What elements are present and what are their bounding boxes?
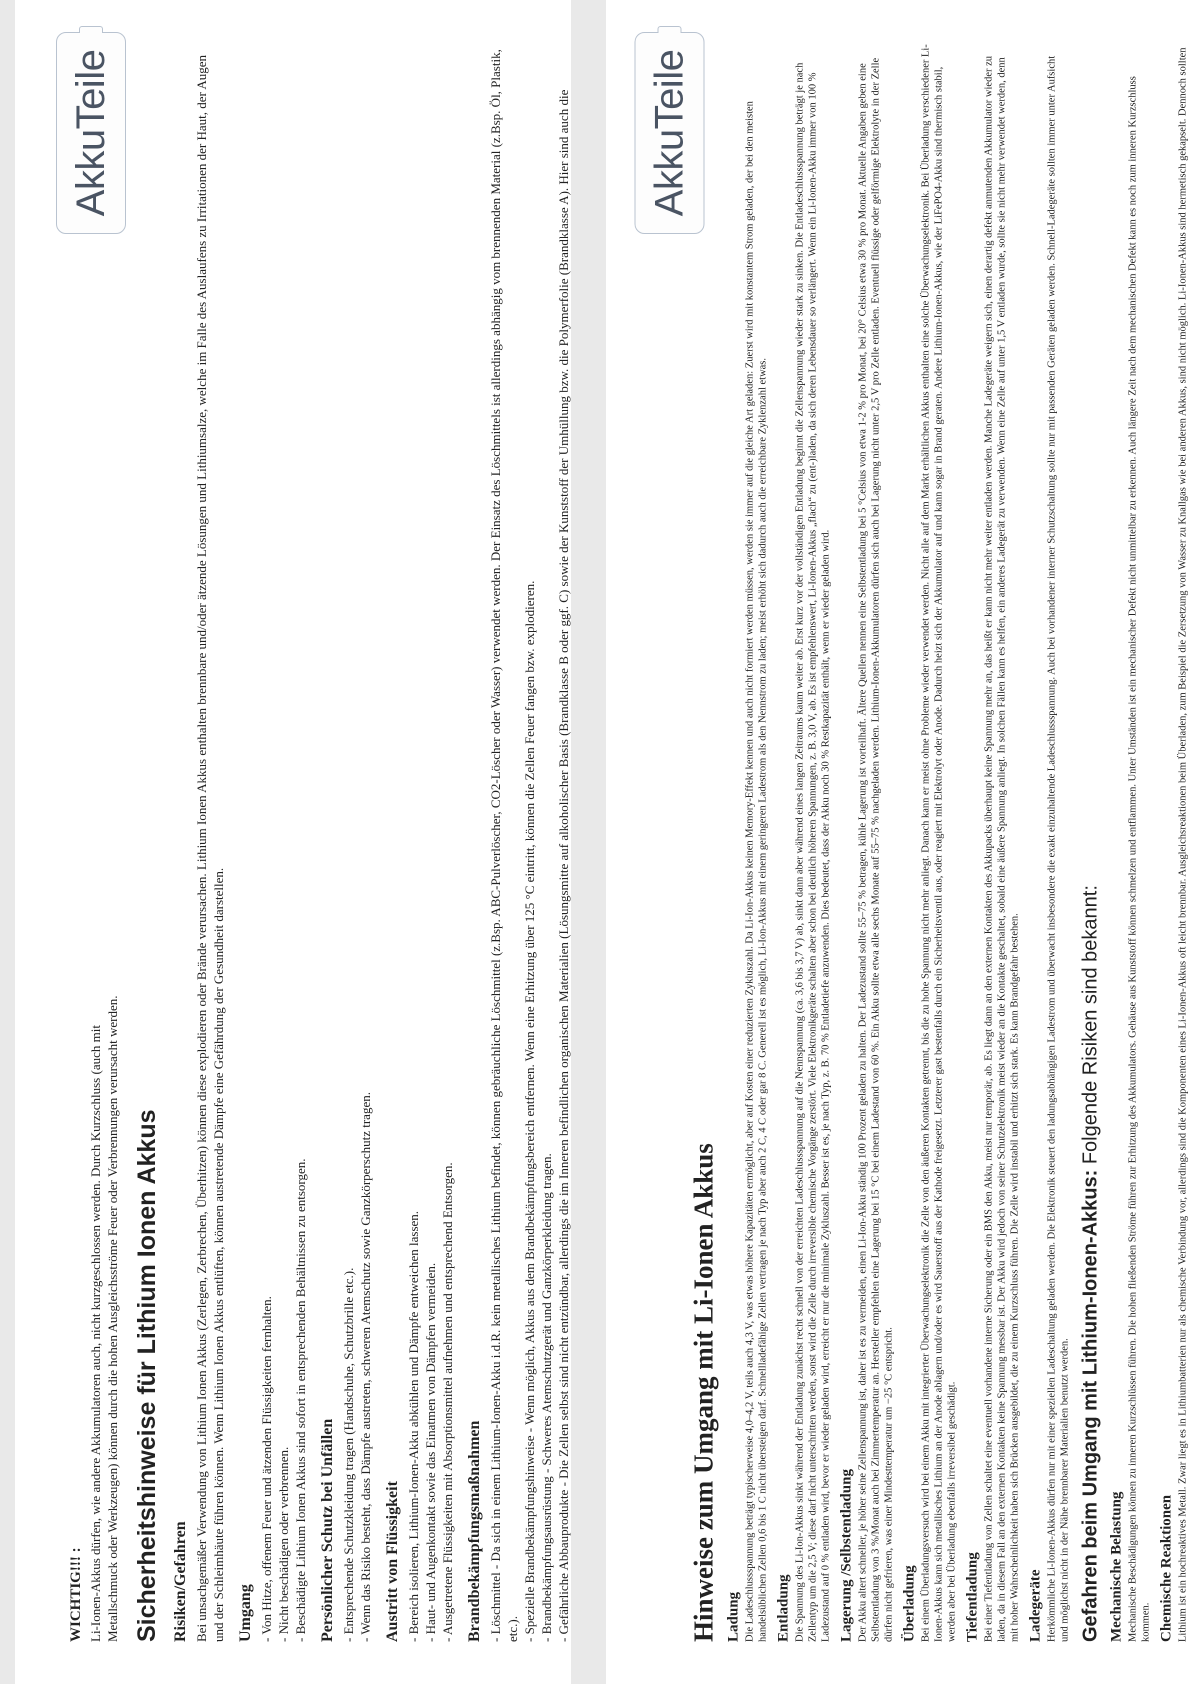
list-item: - Beschädigte Lithium Ionen Akkus sind sofort in entsprechenden Behältnissen zu entsorgen.	[293, 1158, 308, 1642]
handling-list	[258, 42, 309, 1642]
list-item: - Bereich isolieren, Lithium-Ionen-Akku abkühlen und Dämpfe entweichen lassen.	[406, 1210, 421, 1642]
section-text-deep-discharge: Bei einer Tiefentladung von Zellen schaltet eine eventuell vorhandene interne Sicherung oder ein BMS den Akku, meist nur temporär, ab. Es liegt dann an den externen Kontakten des Akkupacks überhaupt keine Spannung mehr an, das heißt er kann nicht mehr weiter entladen werden. Manche Ladegeräte weigern sich, einen derartig defekt anmutenden Akkumulator wieder zu laden, da in diesem Fall an den externen Kontakten keine Spannung messbar ist. Der Akku wird jedoch von seiner Schutzelektronik meist wieder an die Kontakte geschaltet, sobald eine äußere Spannung anliegt. In solchen Fällen kann es helfen, ein anderes Ladegerät zu verwenden. Wenn eine Zelle auf unter 1,5 V entladen wurde, sollte sie nicht mehr verwendet werden, denn mit hoher Wahrscheinlichkeit haben sich Brücken ausgebildet, die zu einem Kurzschluss führen. Die Zelle wird instabil und erhitzt sich stark. Es kann Brandgefahr bestehen.	[983, 55, 1020, 1642]
section-title-chemical: Chemische Reaktionen	[1158, 1494, 1174, 1642]
warning-text: Li-Ionen-Akkus dürfen, wie andere Akkumulatoren auch, nicht kurzgeschlossen werden. Durch Kurzschluss (auch mit Metallschmuck oder Werkzeugen) können durch die hohen Ausgleichsströme Feuer oder Verbrennungen verursacht werden.	[88, 995, 120, 1642]
list-item: - Haut- und Augenkontakt sowie das Einatmen von Dämpfen vermeiden.	[423, 1262, 438, 1642]
section-title-charging: Ladung	[725, 1591, 741, 1642]
handling-title: Hinweise zum Umgang mit Li-Ionen Akkus	[688, 1143, 718, 1642]
section-text-chargers: Herkömmliche Li-Ionen-Akkus dürfen nur mit einer speziellen Ladeschaltung geladen werden. Die Elektronik steuert den ladungsabhängigen Ladestrom und überwacht insbesondere die exakt einzuhaltende Ladeschlussspannung. Auch bei vorhandener interner Schutzschaltung sollte nur mit passenden Geräten geladen werden. Schnell-Ladegeräte sollten immer unter Aufsicht und möglichst nicht in der Nähe brennbarer Materialien benutzt werden.	[1046, 55, 1070, 1642]
section-title-overcharge: Überladung	[901, 1565, 917, 1642]
left-document-sheet	[15, 0, 571, 1684]
risks-title	[1079, 42, 1102, 1642]
list-item: - Gefährliche Abbauprodukte - Die Zellen selbst sind nicht entzündbar, allerdings die im Inneren befindlichen organischen Materialien (Lösungsmitte auf alkoholischer Basis (Brandklasse B oder ggf. C) sowie der Kunststoff der Umhüllung bzw. die Polymerfolie (Brandklasse A). Hier sind auch die	[556, 89, 571, 1642]
section-text-risks: Bei unsachgemäßer Verwendung von Lithium Ionen Akkus (Zerlegen, Zerbrechen, Überhitzen) können diese explodieren oder Brände verursachen. Lithium Ionen Akkus enthalten brennbare und/oder ätzende Lösungen und Lithiumsalze, welche im Falle des Auslaufens zu Irritationen der Haut, der Augen und der Schleimhäute führen können. Wenn Lithium Ionen Akkus entlüften, können austretende Dämpfe eine Gefährdung der Gesundheit darstellen.	[194, 54, 226, 1642]
section-text-storage: Der Akku altert schneller, je höher seine Zellenspannung ist, daher ist es zu vermeiden, einen Li-Ion-Akku ständig 100 Prozent geladen zu halten. Der Ladezustand sollte 55–75 % betragen, kühle Lagerung ist vorteilhaft. Ältere Quellen nennen eine Selbstentladung bei 5 °Celsius von etwa 1-2 % pro Monat, bei 20° Celsius etwa 30 % pro Monat. Aktuelle Angaben geben eine Selbstentladung von 3 %/Monat auch bei Zimmertemperatur an. Hersteller empfehlen eine Lagerung bei 15 °C bei einem Ladestand von 60 %. Ein Akku sollte etwa alle sechs Monate auf 55–75 % nachgeladen werden. Lithium-Ionen-Akkumulatoren dürfen sich auch bei Lagerung nicht unter 2,5 V pro Zelle entladen. Eventuell flüssige oder gelförmige Elektrolyte in der Zelle dürfen nicht gefrieren, was einer Mindesttemperatur um −25 °C entspricht.	[857, 57, 894, 1642]
logo-text: AkkuTeile	[68, 49, 113, 217]
list-item: - Ausgetretene Flüssigkeiten mit Absorptionsmittel aufnehmen und entsprechend Entsorgen.	[440, 1162, 455, 1642]
list-item: - Nicht beschädigen oder verbrennen.	[276, 1446, 291, 1642]
firefighting-list	[487, 42, 571, 1642]
right-page-rotated	[626, 22, 1188, 1662]
leak-list	[405, 42, 456, 1642]
section-text-charging: Die Ladeschlussspannung beträgt typischerweise 4,0–4,2 V, teils auch 4,3 V, was etwas höhere Kapazitäten ermöglicht, aber auf Kosten einer reduzierten Zykluszahl. Da Li-Ion-Akkus keinen Memory-Effekt kennen und auch nicht formiert werden müssen, werden sie immer auf die gleiche Art geladen: Zuerst wird mit konstantem Strom geladen, der bei den meisten handelsüblichen Zellen 0,6 bis 1 C nicht übersteigen darf. Schnellladefähige Zellen vertragen je nach Typ aber auch 2 C, 4 C oder gar 8 C. Generell ist es möglich, Li-Ion-Akkus mit einem geringeren Ladestrom als den Nennstrom zu laden; meist erhöht sich dadurch auch die erreichbare Zyklenzahl etwas.	[744, 101, 768, 1642]
logo-text: AkkuTeile	[646, 49, 691, 217]
left-page-rotated	[48, 22, 571, 1662]
section-title-firefighting: Brandbekämpfungsmaßnahmen	[466, 1420, 483, 1642]
left-page-body	[58, 42, 571, 1642]
section-title-deep-discharge: Tiefentladung	[964, 1552, 980, 1642]
list-item: - Entsprechende Schutzkleidung tragen (Handschuhe, Schutzbrille etc.).	[341, 1267, 356, 1642]
right-document-sheet	[606, 0, 1191, 1684]
list-item: - Spezielle Brandbekämpfungshinweise - Wenn möglich, Akkus aus dem Brandbekämpfungsbereich entfernen. Wenn eine Erhitzung über 125 °C eintritt, können die Zellen Feuer fangen bzw. explodieren.	[522, 580, 537, 1642]
safety-title: Sicherheitshinweise für Lithium Ionen Akkus	[133, 1109, 161, 1642]
section-text-overcharge: Bei einem Überladungsversuch wird bei einem Akku mit integrierter Überwachungselektronik die Zelle von den äußeren Kontakten getrennt, bis die zu hohe Spannung nicht mehr anliegt. Danach kann er meist ohne Probleme wieder verwendet werden. Nicht alle auf dem Markt erhältlichen Akkus enthalten eine solche Überwachungselektronik. Bei Überladung verschiedener Li-Ionen-Akkus kann sich metallisches Lithium an der Anode ablagern und/oder es wird Sauerstoff aus der Kathode freigesetzt. Letzterer gast bestenfalls durch ein Sicherheitsventil aus, oder reagiert mit Elektrolyt oder Anode. Dadurch heizt sich der Akkumulator auf und kann sogar in Brand geraten. Andere Lithium-Ionen-Akkus, wie der LiFePO4-Akku sind thermisch stabil, werden aber bei Überladung ebenfalls irreversibel geschädigt.	[920, 44, 957, 1642]
section-title-mechanical: Mechanische Belastung	[1108, 1491, 1124, 1642]
protection-list	[340, 42, 374, 1642]
section-title-handling: Umgang	[237, 1584, 254, 1642]
list-item: - Löschmittel - Da sich in einem Lithium-Ionen-Akku i.d.R. kein metallisches Lithium befindet, können gebräuchliche Löschmittel (z.Bsp. ABC-Pulverlöscher, CO2-Löscher oder Wasser) verwendet werden. Der Einsatz des Löschmittels ist allerdings abhängig vom brennenden Material (z.Bsp. Öl, Plastik, etc.).	[488, 49, 520, 1642]
section-title-protection: Persönlicher Schutz bei Unfällen	[319, 1418, 336, 1642]
right-page-body	[636, 42, 1188, 1642]
risks-title-bold: Gefahren beim Umgang mit Lithium-Ionen-Akkus:	[1079, 1169, 1101, 1642]
section-text-mechanical: Mechanische Beschädigungen können zu inneren Kurzschlüssen führen. Die hohen fließenden Ströme führen zur Erhitzung des Akkumulators. Gehäuse aus Kunststoff können schmelzen und entflammen. Unter Umständen ist ein mechanischer Defekt nicht unmittelbar zu erkennen. Auch längere Zeit nach dem mechanischen Defekt kann es noch zum inneren Kurzschluss kommen.	[1127, 76, 1151, 1642]
section-text-discharging: Die Spannung des Li-Ion-Akkus sinkt während der Entladung zunächst recht schnell von der erreichten Ladeschlussspannung auf die Nennspannung (ca. 3,6 bis 3,7 V) ab, sinkt dann aber während eines langen Zeitraums kaum weiter ab. Erst kurz vor der vollständigen Entladung beginnt die Zellenspannung wieder stark zu sinken. Die Entladeschlussspannung beträgt je nach Zellentyp um die 2,5 V; diese darf nicht unterschritten werden, sonst wird die Zelle durch irreversible chemische Vorgänge zerstört. Viele Elektronikgeräte schalten aber schon bei deutlich höheren Spannungen, z. B. 3,0 V, ab. Es ist empfehlenswert, Li-Ionen-Akkus „flach“ zu (ent-)laden, da sich deren Lebensdauer so verlängert. Wenn ein Li-Ionen-Akku immer von 100 % Ladezustand auf 0 % entladen wird, bevor er wieder geladen wird, erreicht er nur die minimale Zykluszahl. Besser ist es, je nach Typ, z. B. 70 % Entladetiefe anzuwenden. Dies bedeutet, dass der Akku noch 30 % Restkapazität enthält, wenn er wieder geladen wird.	[794, 62, 831, 1642]
section-title-storage: Lagerung /Selbstentladung	[838, 1469, 854, 1642]
section-text-chemical: Lithium ist ein hochreaktives Metall. Zwar liegt es in Lithiumbatterien nur als chemische Verbindung vor, allerdings sind die Komponenten eines Li-Ionen-Akkus oft leicht brennbar. Ausgleichsreaktionen beim Überladen, zum Beispiel die Zersetzung von Wasser zu Knallgas wie bei anderen Akkus, sind nicht möglich. Li-Ionen-Akkus sind hermetisch gekapselt. Dennoch sollten	[1177, 47, 1188, 1642]
risks-title-normal: Folgende Risiken sind bekannt:	[1079, 885, 1101, 1170]
list-item: - Von Hitze, offenem Feuer und ätzenden Flüssigkeiten fernhalten.	[259, 1296, 274, 1642]
section-title-discharging: Entladung	[775, 1574, 791, 1642]
warning-title: WICHTIG!!! :	[68, 1547, 84, 1642]
section-title-risks: Risiken/Gefahren	[172, 1521, 189, 1642]
list-item: - Wenn das Risiko besteht, dass Dämpfe austreten, schweren Atemschutz sowie Ganzkörperschutz tragen.	[358, 1092, 373, 1642]
list-item: - Brandbekämpfungsausrüstung - Schweres Atemschutzgerät und Ganzkörperkleidung tragen.	[539, 1153, 554, 1642]
section-title-chargers: Ladegeräte	[1027, 1569, 1043, 1642]
section-title-leak: Austritt von Flüssigkeit	[384, 1481, 401, 1642]
